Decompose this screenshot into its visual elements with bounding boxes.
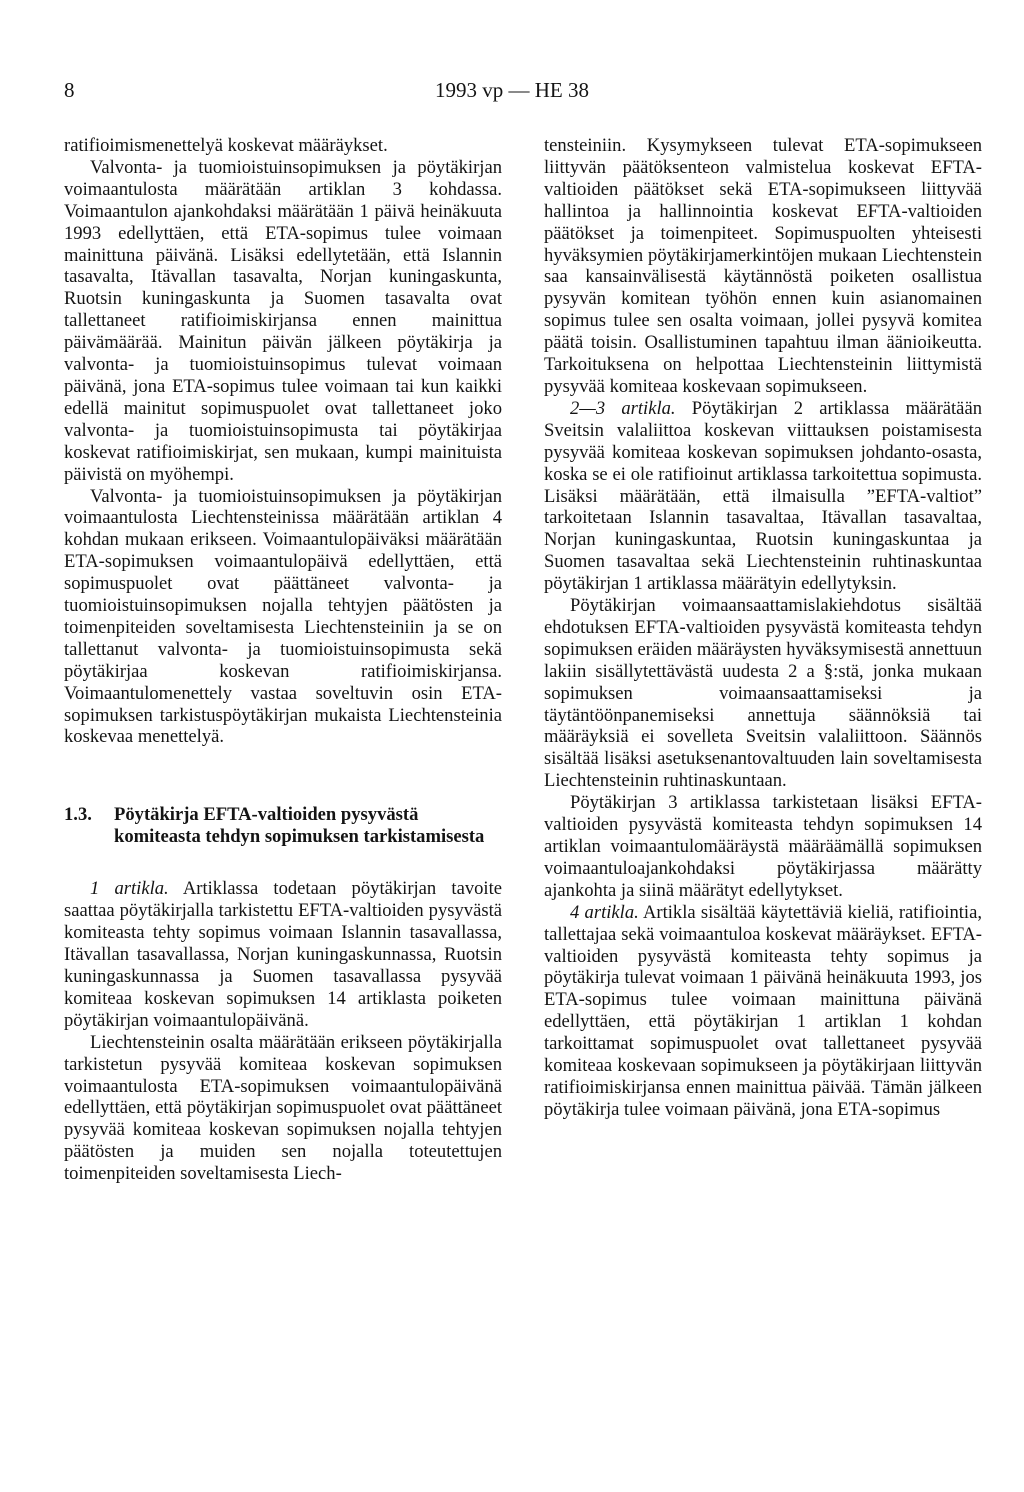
paragraph: Pöytäkirjan voimaansaattamislakiehdotus sisältää ehdotuksen EFTA-valtioiden pysyvästä komiteasta tehdyn sopimuksen eräiden määräysten hyväksymisestä annettuun lakiin sisällytettävästä uudesta 2 a §:stä, jonka mukaan sopimuksen voimaansaattamiseksi ja täytäntöönpanemiseksi annettuja säännöksiä tai määräyksiä ei sovelleta Sveitsin valaliittoon. Säännös sisältää lisäksi asetuksenantovaltuuden lain soveltamisesta Liechtensteinin ruhtinaskuntaan. (544, 595, 982, 792)
page-number: 8 (64, 78, 75, 102)
article-label: 4 artikla. (570, 901, 639, 923)
paragraph: Pöytäkirjan 3 artiklassa tarkistetaan lisäksi EFTA-valtioiden pysyvästä komiteasta tehdyn sopimuksen 14 artiklan voimaantulomääräystä määräämällä sopimuksen voimaantuloajankohdaksi pöytäkirjassa määrätty ajankohta ja siinä määrätyt edellytykset. (544, 792, 982, 901)
paragraph (544, 398, 982, 595)
page-header (0, 78, 1024, 108)
article-label: 1 artikla. (90, 878, 169, 900)
right-column (544, 135, 982, 1121)
paragraph: Liechtensteinin osalta määrätään erikseen pöytäkirjalla tarkistetun pysyvää komiteaa koskevan sopimuksen voimaantulosta ETA-sopimuksen voimaantulopäivänä edellyttäen, että pöytäkirjan sopimuspuolet ovat päättäneet pysyvää komiteaa koskevan sopimuksen nojalla tehtyjen päätösten ja muiden sen nojalla toteutettujen toimenpiteiden soveltamisesta Liech- (64, 1031, 502, 1185)
section-title: Pöytäkirja EFTA-valtioiden pysyvästä komiteasta tehdyn sopimuksen tarkistamisesta (114, 804, 485, 848)
section-heading (64, 804, 502, 848)
paragraph: ratifioimismenettelyä koskevat määräykset. (64, 135, 388, 156)
paragraph-text: Artiklassa todetaan pöytäkirjan tavoite saattaa pöytäkirjalla tarkistettu EFTA-valtioiden pysyvästä komiteasta tehty sopimus voimaan Islannin tasavallassa, Itävallan tasavallassa, Norjan kuningaskunnassa, Ruotsin kuningaskunnassa ja Suomen tasavallassa pysyvää komiteaa koskevan sopimuksen 14 artiklasta poiketen pöytäkirjan voimaantulopäivänä. (64, 878, 502, 1031)
paragraph-text: Artikla sisältää käytettäviä kieliä, ratifiointia, tallettajaa sekä voimaantuloa koskevat määräykset. EFTA-valtioiden pysyvästä komiteasta tehty sopimus ja pöytäkirja tulevat voimaan 1 päivänä heinäkuuta 1993, jos ETA-sopimus tulee voimaan mainittuna päivänä edellyttäen, että pöytäkirjan 1 artiklan 1 kohdan tarkoittamat sopimuspuolet ovat tallettaneet pysyvää komiteaa koskevaan sopimukseen ja pöytäkirjaan liittyvän ratifioimiskirjansa ennen mainittua päivää. Tämän jälkeen pöytäkirja tulee voimaan päivänä, jona ETA-sopimus (544, 901, 982, 1120)
paragraph: Valvonta- ja tuomioistuinsopimuksen ja pöytäkirjan voimaantulosta määrätään artiklan 3 kohdassa. Voimaantulon ajankohdaksi määrätään 1 päivä heinäkuuta 1993 edellyttäen, että ETA-sopimus tulee voimaan mainittuna päivänä. Lisäksi edellytetään, että Islannin tasavalta, Itävallan tasavalta, Norjan kuningaskunta, Ruotsin kuningaskunta ja Suomen tasavalta ovat tallettaneet ratifioimiskirjansa ennen mainittua päivämäärää. Mainitun päivän jälkeen pöytäkirja ja valvonta- ja tuomioistuinsopimus tulevat voimaan päivänä, jona ETA-sopimus tulee voimaan tai kun kaikki edellä mainitut sopimuspuolet ovat tallettaneet joko valvonta- ja tuomioistuinsopimusta tai pöytäkirjaa koskevat ratifioimiskirjat, sen mukaan, kumpi mainituista päivistä on myöhempi. (64, 156, 502, 485)
paragraph-text: Pöytäkirjan 2 artiklassa määrätään Sveitsin valaliittoa koskevan viittauksen poistamisesta pysyvää komiteaa koskevan sopimuksen johdanto-osasta, koska se ei ole ratifioinut artiklassa tarkoitettua sopimusta. Lisäksi määrätään, että ilmaisulla ”EFTA-valtiot” tarkoitetaan Islannin tasavaltaa, Itävallan tasavaltaa, Norjan kuningaskuntaa, Ruotsin kuningaskuntaa ja Suomen tasavaltaa sekä Liechtensteinin ruhtinaskuntaa pöytäkirjan 1 artiklassa määrätyin edellytyksin. (544, 397, 982, 595)
running-title: 1993 vp — HE 38 (435, 78, 589, 102)
article-label: 2—3 artikla. (570, 397, 676, 419)
left-column (64, 135, 502, 1185)
paragraph (544, 902, 982, 1121)
paragraph (64, 878, 502, 1031)
paragraph: tensteiniin. Kysymykseen tulevat ETA-sopimukseen liittyvän päätöksenteon valmistelua koskevat EFTA-valtioiden päätökset sekä ETA-sopimukseen liittyvää hallintoa ja hallinnointia koskevat EFTA-valtioiden päätökset ja toimenpiteet. Sopimuspuolten yhteisesti hyväksymien pöytäkirjamerkintöjen mukaan Liechtenstein saa kansainvälisestä käytännöstä poiketen osallistua pysyvän komitean työhön ennen kuin asianomainen sopimus tulee sen osalta voimaan, jollei pysyvä komitea päätä toisin. Osallistuminen tapahtuu ilman äänioikeutta. Tarkoituksena on helpottaa Liechtensteinin liittymistä pysyvää komiteaa koskevaan sopimukseen. (544, 135, 982, 397)
section-number: 1.3. (64, 804, 92, 826)
paragraph: Valvonta- ja tuomioistuinsopimuksen ja pöytäkirjan voimaantulosta Liechtensteinissa määrätään artiklan 4 kohdan mukaan erikseen. Voimaantulopäiväksi määrätään ETA-sopimuksen voimaantulopäivä edellyttäen, että sopimuspuolet ovat päättäneet valvonta- ja tuomioistuinsopimuksen nojalla tehtyjen päätösten ja toimenpiteiden soveltamisesta Liechtensteiniin ja se on tallettanut valvonta- ja tuomioistuinsopimusta sekä pöytäkirjaa koskevan ratifioimiskirjansa. Voimaantulomenettely vastaa soveltuvin osin ETA-sopimuksen tarkistuspöytäkirjan mukaista Liechtensteinia koskevaa menettelyä. (64, 485, 502, 748)
